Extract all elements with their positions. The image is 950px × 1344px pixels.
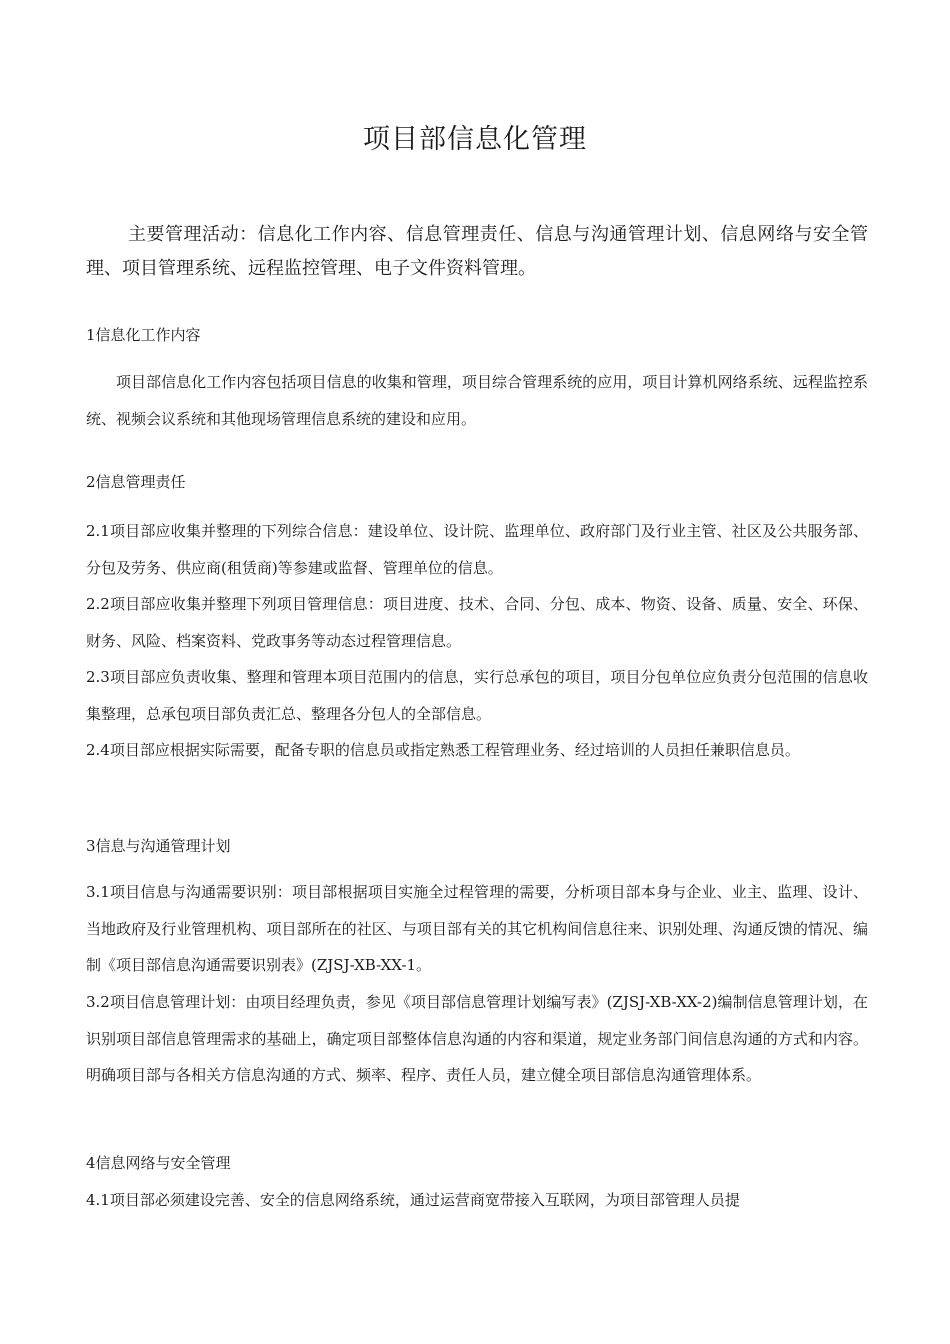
section-heading-4: 4信息网络与安全管理 — [86, 1154, 231, 1172]
section-3-paragraph-1: 3.1项目信息与沟通需要识别：项目部根据项目实施全过程管理的需要，分析项目部本身与企业、业主、监理、设计、当地政府及行业管理机构、项目部所在的社区、与项目部有关的其它机构间信息往来、识别处理、沟通反馈的情况、编制《项目部信息沟通需要识别表》(ZJSJ-XB-XX-1。 — [86, 883, 868, 974]
page-title: 项目部信息化管理 — [363, 124, 587, 155]
section-3-paragraph-2: 3.2项目信息管理计划：由项目经理负责，参见《项目部信息管理计划编写表》(ZJSJ-XB-XX-2)编制信息管理计划，在识别项目部信息管理需求的基础上，确定项目部整体信息沟通的内容和渠道，规定业务部门间信息沟通的方式和内容。明确项目部与各相关方信息沟通的方式、频率、程序、责任人员，建立健全项目部信息沟通管理体系。 — [86, 993, 868, 1084]
intro-paragraph: 主要管理活动：信息化工作内容、信息管理责任、信息与沟通管理计划、信息网络与安全管理、项目管理系统、远程监控管理、电子文件资料管理。 — [86, 224, 868, 279]
section-heading-1: 1信息化工作内容 — [86, 326, 201, 344]
section-2-paragraph-3: 2.3项目部应负责收集、整理和管理本项目范围内的信息，实行总承包的项目，项目分包单位应负责分包范围的信息收集整理，总承包项目部负责汇总、整理各分包人的全部信息。 — [86, 668, 868, 723]
section-heading-2: 2信息管理责任 — [86, 473, 186, 491]
section-1-paragraph-1: 项目部信息化工作内容包括项目信息的收集和管理，项目综合管理系统的应用，项目计算机网络系统、远程监控系统、视频会议系统和其他现场管理信息系统的建设和应用。 — [86, 373, 868, 428]
section-heading-3: 3信息与沟通管理计划 — [86, 837, 231, 855]
section-2-paragraph-2: 2.2项目部应收集并整理下列项目管理信息：项目进度、技术、合同、分包、成本、物资、设备、质量、安全、环保、财务、风险、档案资料、党政事务等动态过程管理信息。 — [86, 595, 868, 650]
section-4-paragraph-1: 4.1项目部必须建设完善、安全的信息网络系统，通过运营商宽带接入互联网，为项目部管理人员提 — [86, 1191, 740, 1209]
section-2-paragraph-1: 2.1项目部应收集并整理的下列综合信息：建设单位、设计院、监理单位、政府部门及行业主管、社区及公共服务部、分包及劳务、供应商(租赁商)等参建或监督、管理单位的信息。 — [86, 522, 868, 577]
section-2-paragraph-4: 2.4项目部应根据实际需要，配备专职的信息员或指定熟悉工程管理业务、经过培训的人员担任兼职信息员。 — [86, 741, 800, 759]
